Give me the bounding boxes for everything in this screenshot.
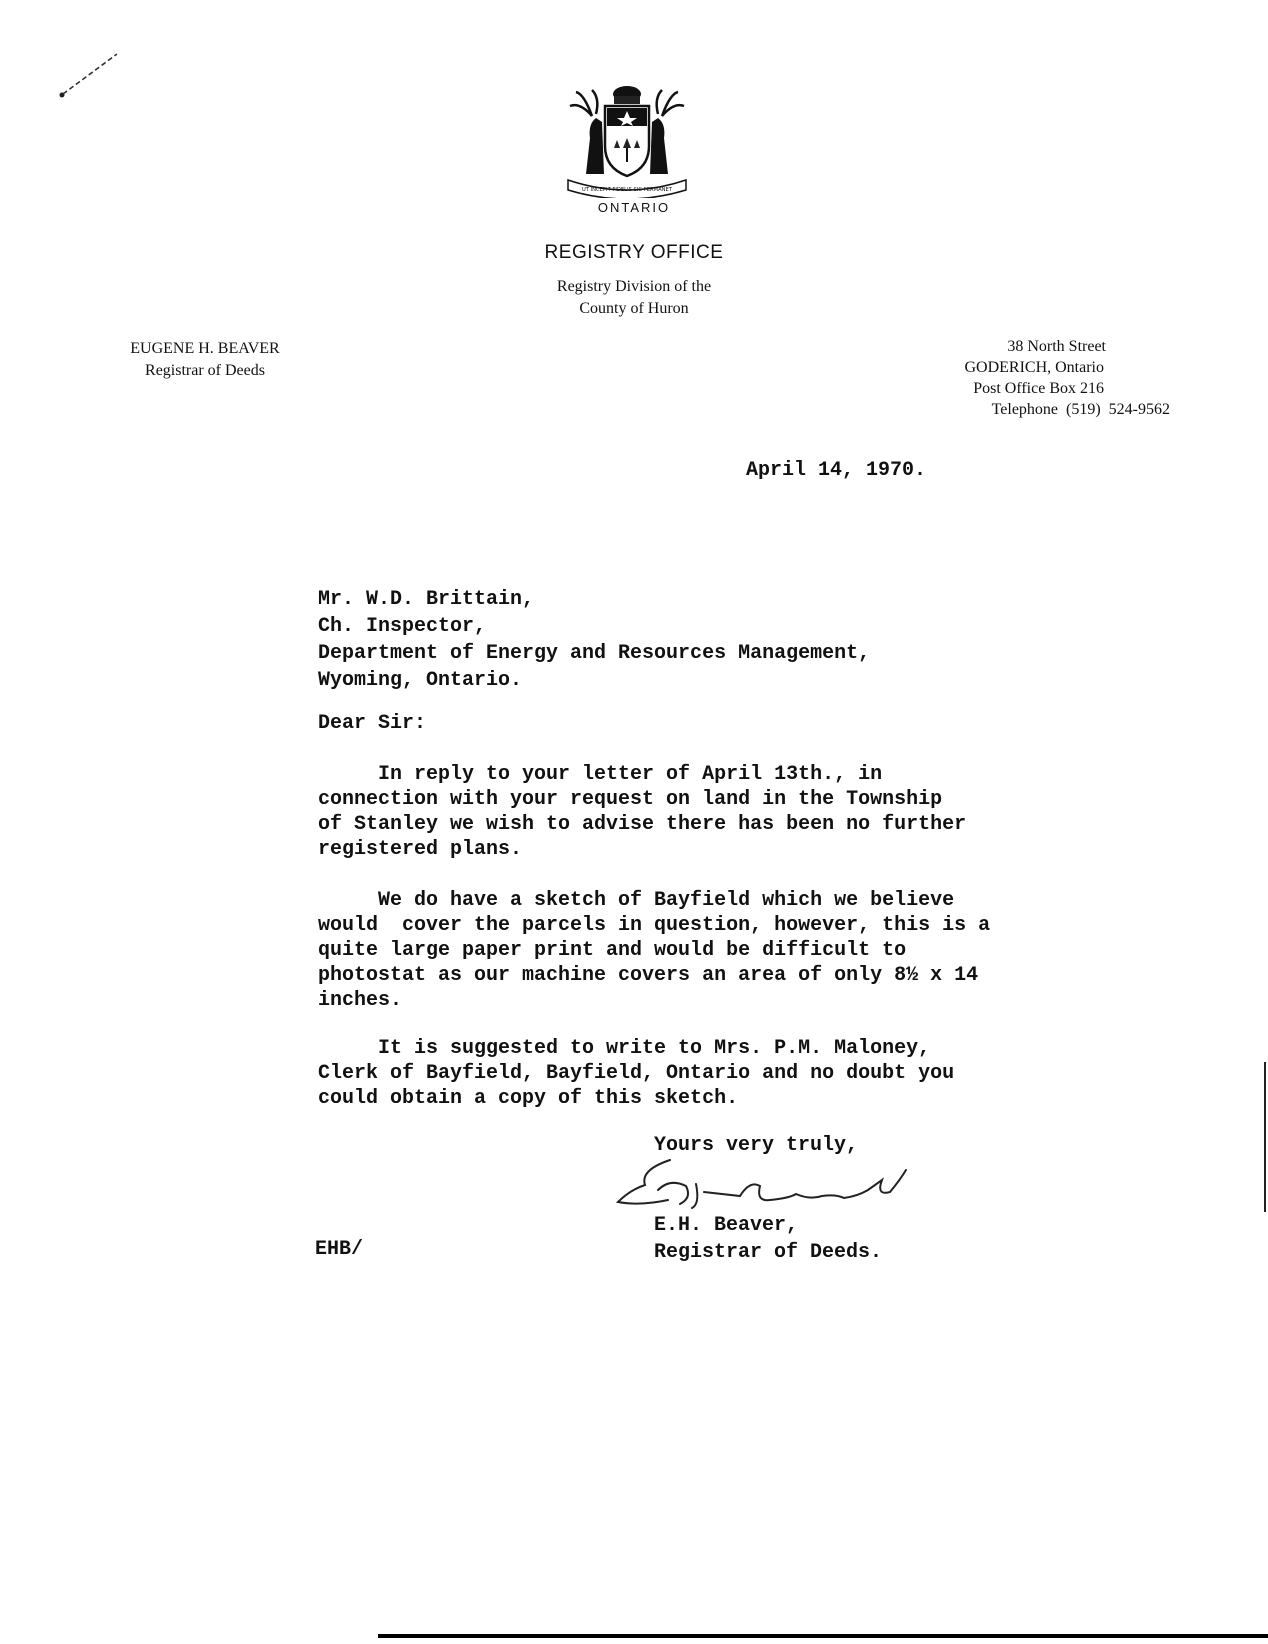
crest-motto: UT INCEPIT FIDELIS SIC PERMANET [581,187,673,193]
province-name: ONTARIO [597,200,671,215]
recipient-block [318,586,870,694]
bottom-rule [378,1634,1268,1638]
typist-initials: EHB/ [315,1238,364,1261]
signature-text: E H Beaver [600,1150,605,1151]
address-telephone: Telephone (519) 524-9562 [991,401,1170,418]
address-box: Post Office Box 216 [973,380,1104,397]
registrar-title: Registrar of Deeds [145,362,265,379]
signer-title: Registrar of Deeds. [654,1241,883,1264]
office-name: REGISTRY OFFICE [544,242,724,263]
signer-block [654,1212,882,1266]
address-city: GODERICH, Ontario [964,359,1104,376]
salutation: Dear Sir: [318,712,427,735]
registrar-block [90,338,320,382]
ontario-coat-of-arms-icon [562,80,692,198]
registrar-name: EUGENE H. BEAVER [130,340,280,357]
recipient-line: Department of Energy and Resources Management, [318,642,871,665]
closing: Yours very truly, [654,1134,859,1157]
letter-date: April 14, 1970. [746,459,927,482]
body-paragraph-1: In reply to your letter of April 13th., in connection with your request on land in the Township of Stanley we wish to advise there has been no further registered plans. [318,763,967,861]
recipient-line: Ch. Inspector, [318,615,487,638]
registry-division [0,276,1268,320]
address-block [880,336,1170,420]
division-line-2: County of Huron [579,300,689,317]
body-paragraph-2: We do have a sketch of Bayfield which we believe would cover the parcels in question, however, this is a quite large paper print and would be difficult to photostat as our machine covers an area of only 8½ x 14 inches. [318,889,991,1012]
body-paragraph-3: It is suggested to write to Mrs. P.M. Maloney, Clerk of Bayfield, Bayfield, Ontario and no doubt you could obtain a copy of this sketch. [318,1037,955,1110]
page-edge-mark [1264,1062,1266,1212]
address-street: 38 North Street [1007,338,1106,355]
signer-name: E.H. Beaver, [654,1214,799,1237]
division-line-1: Registry Division of the [556,278,712,295]
recipient-line: Mr. W.D. Brittain, [318,588,535,611]
recipient-line: Wyoming, Ontario. [318,669,523,692]
pen-mark [55,48,125,103]
